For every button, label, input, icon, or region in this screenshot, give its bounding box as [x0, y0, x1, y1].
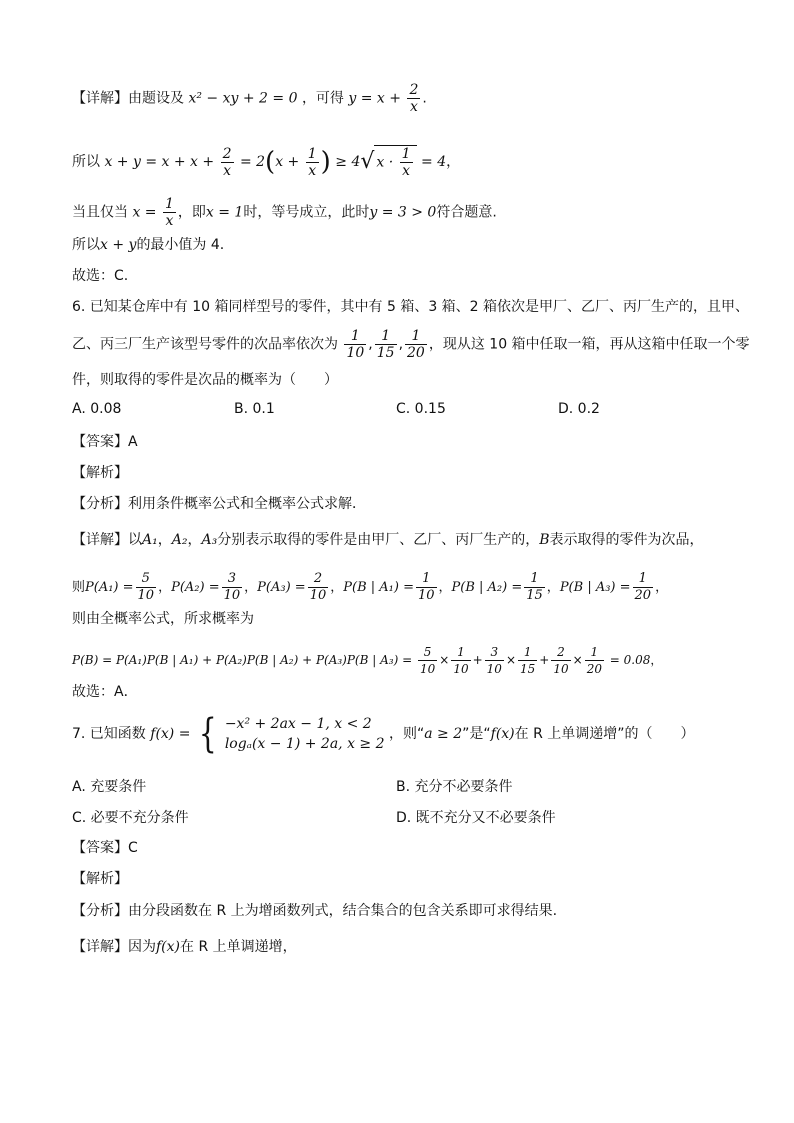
text: 时，等号成立，此时 [243, 204, 370, 221]
detail-7-line-1 [72, 937, 297, 957]
operator: × [505, 653, 516, 667]
brace: { [198, 711, 217, 757]
question-6-line-1: 6. 已知某仓库中有 10 箱同样型号的零件，其中有 5 箱、3 箱、2 箱依次是甲厂、乙厂、丙厂生产的，且甲、 [72, 299, 750, 315]
choose-6: 故选：A． [72, 684, 138, 700]
equation: x + [275, 154, 300, 170]
equation: f(x) [490, 726, 515, 742]
text: ，即 [177, 204, 206, 221]
text: ， [330, 580, 344, 595]
case-2: logₐ(x − 1) + 2a, x ≥ 2 [224, 736, 385, 752]
text: 在 R 上单调递增， [180, 939, 297, 955]
var: A₂ [171, 532, 188, 548]
text: 【详解】由题设及 [72, 90, 184, 107]
answer-7: 【答案】C [72, 840, 138, 856]
equation: x + y = x + x + [104, 154, 215, 170]
fraction: $\frac{2}{x}$ [409, 82, 419, 115]
equation: y = 3 > 0 [369, 204, 437, 221]
question-6-line-3: 件，则取得的零件是次品的概率为（ ） [72, 372, 338, 388]
equation: = 0.08 [609, 653, 651, 667]
detail-6-line-4 [72, 644, 662, 677]
fraction: $\frac{2}{10}$ [553, 645, 569, 676]
equation: x = 1 [205, 204, 244, 221]
equation: = 2 [239, 154, 266, 170]
option-b: B. 充分不必要条件 [396, 779, 513, 795]
text: 所以 [72, 154, 100, 170]
option-d: D. 既不充分又不必要条件 [396, 810, 556, 826]
text: 乙、丙三厂生产该型号零件的次品率依次为 [72, 336, 338, 353]
equation: ≥ 4 [335, 154, 361, 170]
equation: f(x) = [150, 726, 191, 742]
analysis-7-label: 【解析】 [72, 871, 128, 887]
var: A₁ [142, 532, 158, 548]
fraction: $\frac{1}{10}$ [417, 571, 435, 603]
text: 在 R 上单调递增”的（ ） [514, 726, 695, 742]
fraction: $\frac{2}{10}$ [309, 571, 327, 603]
fraction: $\frac{1}{10}$ [453, 645, 469, 676]
text: 符合题意. [436, 204, 497, 221]
text: 【详解】以 [72, 532, 142, 548]
analysis-6-fenxi: 【分析】利用条件概率公式和全概率公式求解． [72, 496, 366, 512]
fraction: $\frac{1}{10}$ [346, 328, 365, 361]
text: ， [158, 580, 172, 595]
equation: P(A₂) = [171, 580, 220, 595]
fraction: $\frac{3}{10}$ [223, 571, 241, 603]
option-a: A. 0.08 [72, 401, 122, 417]
fraction: $\frac{1}{x}$ [164, 196, 174, 229]
text: 当且仅当 [72, 204, 128, 221]
fraction: $\frac{2}{x}$ [222, 145, 232, 179]
var: B [539, 532, 550, 548]
detail-6-line-3: 则由全概率公式，所求概率为 [72, 611, 254, 627]
text: 的最小值为 4. [136, 237, 225, 253]
fraction: $\frac{1}{15}$ [376, 328, 395, 361]
text: ， [187, 532, 202, 548]
equation: P(B | A₁) = [343, 580, 414, 595]
text: ， [244, 580, 258, 595]
text: ， [438, 580, 452, 595]
equation: x = [132, 204, 157, 221]
option-b: B. 0.1 [234, 401, 275, 417]
text: ，现从这 10 箱中任取一箱，再从这箱中任取一个零 [428, 336, 750, 353]
detail-line-2 [72, 145, 460, 179]
fraction: $\frac{1}{20}$ [407, 328, 425, 361]
sqrt: √ x · $\frac{1}{x}$ [360, 145, 416, 179]
equation: f(x) [156, 939, 181, 955]
question-7-stem [72, 711, 695, 757]
piecewise-cases [225, 714, 385, 754]
fraction: $\frac{1}{15}$ [526, 571, 543, 603]
detail-6-line-2 [72, 571, 668, 604]
text: . [422, 90, 427, 107]
operator: × [572, 653, 583, 667]
question-6-line-2: 乙、丙三厂生产该型号零件的次品率依次为 $\frac{1}{10}$ , $\frac{1}{15}$ , $\frac{1}{20}$ ，现从这 10 箱中任取一箱，再从这箱中任取一个零 [72, 328, 750, 361]
operator: + [472, 653, 483, 667]
paren: ( [265, 147, 276, 177]
operator: + [539, 653, 550, 667]
option-c: C. 必要不充分条件 [72, 810, 189, 826]
detail-line-1 [72, 82, 427, 115]
fraction: $\frac{1}{20}$ [634, 571, 652, 603]
fraction: $\frac{1}{20}$ [586, 645, 602, 676]
text: 7. 已知函数 [72, 726, 146, 742]
fraction: $\frac{5}{10}$ [137, 571, 155, 603]
detail-line-4 [72, 235, 224, 255]
equation: P(B) = P(A₁)P(B | A₁) + P(A₂)P(B | A₂) + P(A₃)P(B | A₃) = [72, 653, 413, 667]
text: 分别表示取得的零件是由甲厂、乙厂、丙厂生产的， [217, 532, 540, 548]
paren: ) [320, 147, 331, 177]
equation: x + y [100, 237, 137, 253]
text: 【详解】因为 [72, 939, 156, 955]
text: ， [655, 580, 669, 595]
detail-line-3 [72, 196, 497, 229]
text: ， [650, 653, 663, 667]
fraction: $\frac{5}{10}$ [419, 645, 436, 676]
operator: × [439, 653, 450, 667]
equation: = 4 [421, 154, 447, 170]
text: 则 [72, 580, 86, 595]
option-c: C. 0.15 [396, 401, 446, 417]
equation: P(A₃) = [257, 580, 306, 595]
equation: P(B | A₃) = [559, 580, 631, 595]
analysis-6-label: 【解析】 [72, 465, 128, 481]
text: 表示取得的零件为次品， [549, 532, 704, 548]
text: 所以 [72, 237, 100, 253]
text: ，则“ [388, 726, 425, 742]
text: ， [157, 532, 172, 548]
equation: x² − xy + 2 = 0 [188, 90, 298, 107]
answer-6: 【答案】A [72, 434, 138, 450]
option-a: A. 充要条件 [72, 779, 147, 795]
var: A₃ [201, 532, 218, 548]
equation: a ≥ 2 [424, 726, 463, 742]
analysis-7-fenxi: 【分析】由分段函数在 R 上为增函数列式，结合集合的包含关系即可求得结果. [72, 903, 558, 919]
fraction: $\frac{3}{10}$ [486, 645, 502, 676]
option-d: D. 0.2 [558, 401, 600, 417]
equation: P(B | A₂) = [451, 580, 523, 595]
equation: P(A₁) = [85, 580, 134, 595]
fraction: $\frac{1}{x}$ [307, 145, 317, 179]
text: ”是“ [462, 726, 491, 742]
text: ，可得 [301, 90, 344, 107]
text: ， [446, 154, 461, 170]
case-1: −x² + 2ax − 1, x < 2 [224, 716, 372, 732]
fraction: $\frac{1}{15}$ [520, 645, 536, 676]
text: ， [546, 580, 560, 595]
detail-6-line-1 [72, 530, 704, 550]
equation: y = x + [348, 90, 402, 107]
choose-line: 故选：C. [72, 268, 129, 284]
